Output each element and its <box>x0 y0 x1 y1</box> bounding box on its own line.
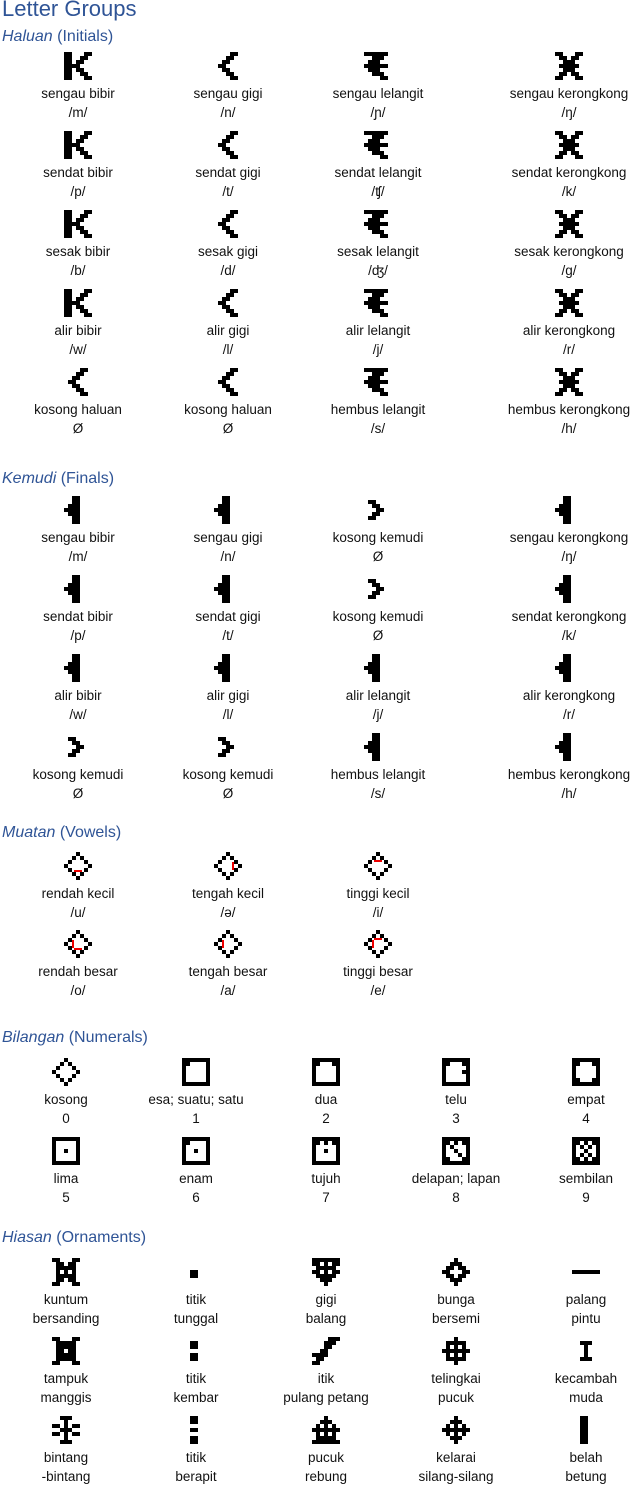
glyph-name: esa; suatu; satu <box>148 1092 244 1107</box>
glyph-value: /u/ <box>70 905 86 920</box>
glyph-value: /e/ <box>370 983 386 998</box>
pixel-glyph-icon <box>64 210 92 238</box>
pixel-glyph-icon <box>214 289 242 317</box>
glyph-value: /l/ <box>222 342 234 357</box>
glyph-cell-hiasan <box>393 1416 519 1486</box>
glyph-name: hembus kerongkong <box>507 402 631 417</box>
glyph-cell-kemudi <box>15 733 141 803</box>
glyph-cell-hiasan <box>523 1258 634 1328</box>
pixel-glyph-icon <box>442 1258 470 1286</box>
glyph-value: /b/ <box>70 263 86 278</box>
glyph-value: /ŋ/ <box>561 549 577 564</box>
glyph-cell-hiasan <box>3 1337 129 1407</box>
glyph-value: /ʧ/ <box>371 184 385 199</box>
glyph-name: kosong kemudi <box>32 767 124 782</box>
section-heading-hiasan <box>2 1229 146 1247</box>
section-title-italic: Muatan <box>2 824 56 841</box>
pixel-glyph-icon <box>364 852 392 880</box>
pixel-glyph-icon <box>572 1416 600 1444</box>
glyph-cell-hiasan <box>133 1258 259 1328</box>
pixel-glyph-icon <box>364 52 392 80</box>
glyph-value: Ø <box>372 628 384 643</box>
glyph-name: kecambah <box>554 1371 618 1386</box>
glyph-value: /o/ <box>70 983 86 998</box>
glyph-value: berapit <box>175 1469 217 1484</box>
glyph-value: 6 <box>192 1190 200 1205</box>
glyph-cell-haluan <box>15 52 141 122</box>
pixel-glyph-icon <box>442 1416 470 1444</box>
section-title-italic: Hiasan <box>2 1229 52 1246</box>
glyph-cell-kemudi <box>315 575 441 645</box>
glyph-name: sendat kerongkong <box>511 165 627 180</box>
pixel-glyph-icon <box>572 1258 600 1286</box>
glyph-cell-kemudi <box>506 733 632 803</box>
pixel-glyph-icon <box>312 1416 340 1444</box>
pixel-glyph-icon <box>214 52 242 80</box>
glyph-name: tinggi kecil <box>346 886 410 901</box>
glyph-value: /n/ <box>220 549 236 564</box>
glyph-name: alir kerongkong <box>522 323 616 338</box>
glyph-cell-hiasan <box>263 1258 389 1328</box>
glyph-value: /s/ <box>370 421 386 436</box>
glyph-value: rebung <box>304 1469 348 1484</box>
pixel-glyph-icon <box>555 131 583 159</box>
pixel-glyph-icon <box>312 1137 340 1165</box>
glyph-cell-bilangan <box>3 1058 129 1128</box>
glyph-cell-haluan <box>165 210 291 280</box>
glyph-name: tengah besar <box>188 964 268 979</box>
pixel-glyph-icon <box>64 368 92 396</box>
glyph-name: tampuk <box>43 1371 89 1386</box>
glyph-cell-haluan <box>315 289 441 359</box>
pixel-glyph-icon <box>214 210 242 238</box>
glyph-value: 3 <box>452 1111 460 1126</box>
pixel-glyph-icon <box>364 930 392 958</box>
glyph-cell-haluan <box>315 52 441 122</box>
glyph-value: /i/ <box>372 905 384 920</box>
glyph-cell-kemudi <box>315 496 441 566</box>
glyph-value: /t/ <box>222 184 234 199</box>
glyph-cell-bilangan <box>3 1137 129 1207</box>
glyph-value: /t/ <box>222 628 234 643</box>
glyph-cell-haluan <box>15 368 141 438</box>
glyph-cell-bilangan <box>393 1058 519 1128</box>
pixel-glyph-icon <box>364 575 392 603</box>
glyph-value: 2 <box>322 1111 330 1126</box>
glyph-cell-haluan <box>165 368 291 438</box>
glyph-name: sendat bibir <box>43 609 113 624</box>
glyph-name: sengau gigi <box>193 86 263 101</box>
glyph-name: sesak bibir <box>45 244 111 259</box>
glyph-value: /p/ <box>70 628 86 643</box>
glyph-value: 7 <box>322 1190 330 1205</box>
glyph-value: /p/ <box>70 184 86 199</box>
pixel-glyph-icon <box>52 1058 80 1086</box>
pixel-glyph-icon <box>364 496 392 524</box>
pixel-glyph-icon <box>64 131 92 159</box>
glyph-name: kosong kemudi <box>332 609 424 624</box>
glyph-name: alir lelangit <box>345 688 411 703</box>
glyph-value: /r/ <box>563 342 575 357</box>
glyph-cell-hiasan <box>393 1337 519 1407</box>
glyph-name: sendat gigi <box>195 165 261 180</box>
glyph-name: sengau gigi <box>193 530 263 545</box>
pixel-glyph-icon <box>64 575 92 603</box>
glyph-name: sengau bibir <box>41 530 115 545</box>
section-heading-kemudi <box>2 470 114 488</box>
glyph-name: hembus lelangit <box>330 767 426 782</box>
glyph-name: kosong <box>44 1092 88 1107</box>
glyph-cell-haluan <box>506 52 632 122</box>
glyph-cell-haluan <box>315 368 441 438</box>
pixel-glyph-icon <box>312 1258 340 1286</box>
pixel-glyph-icon <box>572 1058 600 1086</box>
glyph-name: alir gigi <box>206 688 250 703</box>
glyph-value: /l/ <box>222 707 234 722</box>
pixel-glyph-icon <box>364 210 392 238</box>
section-heading-haluan <box>2 28 113 46</box>
pixel-glyph-icon <box>64 852 92 880</box>
pixel-glyph-icon <box>52 1258 80 1286</box>
glyph-cell-muatan <box>315 852 441 922</box>
pixel-glyph-icon <box>214 131 242 159</box>
section-heading-muatan <box>2 824 121 842</box>
glyph-value: /h/ <box>561 421 577 436</box>
glyph-cell-muatan <box>15 852 141 922</box>
glyph-cell-haluan <box>506 289 632 359</box>
pixel-glyph-icon <box>64 52 92 80</box>
glyph-cell-haluan <box>15 131 141 201</box>
pixel-glyph-icon <box>364 654 392 682</box>
glyph-name: itik <box>317 1371 335 1386</box>
glyph-cell-hiasan <box>523 1416 634 1486</box>
glyph-cell-haluan <box>315 131 441 201</box>
pixel-glyph-icon <box>52 1416 80 1444</box>
glyph-cell-hiasan <box>3 1258 129 1328</box>
glyph-value: 5 <box>62 1190 70 1205</box>
section-title-paren: (Vowels) <box>55 824 122 841</box>
glyph-value: silang-silang <box>418 1469 494 1484</box>
glyph-cell-kemudi <box>15 654 141 724</box>
glyph-cell-hiasan <box>3 1416 129 1486</box>
glyph-value: manggis <box>40 1390 92 1405</box>
pixel-glyph-icon <box>572 1337 600 1365</box>
glyph-cell-muatan <box>315 930 441 1000</box>
glyph-name: sesak kerongkong <box>514 244 624 259</box>
glyph-name: sendat bibir <box>43 165 113 180</box>
glyph-value: bersemi <box>431 1311 480 1326</box>
glyph-cell-muatan <box>165 930 291 1000</box>
glyph-value: kembar <box>173 1390 219 1405</box>
glyph-name: empat <box>567 1092 605 1107</box>
glyph-name: telingkai <box>431 1371 481 1386</box>
pixel-glyph-icon <box>555 52 583 80</box>
glyph-name: alir lelangit <box>345 323 411 338</box>
pixel-glyph-icon <box>64 496 92 524</box>
pixel-glyph-icon <box>52 1137 80 1165</box>
glyph-name: gigi <box>315 1292 337 1307</box>
glyph-name: belah <box>569 1450 603 1465</box>
glyph-cell-kemudi <box>165 733 291 803</box>
pixel-glyph-icon <box>182 1258 210 1286</box>
glyph-value: /ŋ/ <box>561 105 577 120</box>
glyph-value: /m/ <box>68 105 88 120</box>
glyph-name: sengau lelangit <box>332 86 424 101</box>
glyph-cell-hiasan <box>393 1258 519 1328</box>
pixel-glyph-icon <box>364 368 392 396</box>
glyph-cell-kemudi <box>165 654 291 724</box>
glyph-cell-bilangan <box>133 1137 259 1207</box>
pixel-glyph-icon <box>182 1416 210 1444</box>
glyph-cell-hiasan <box>523 1337 634 1407</box>
pixel-glyph-icon <box>214 654 242 682</box>
glyph-value: /h/ <box>561 786 577 801</box>
glyph-name: rendah kecil <box>41 886 115 901</box>
glyph-value: /j/ <box>372 342 384 357</box>
pixel-glyph-icon <box>52 1337 80 1365</box>
pixel-glyph-icon <box>555 368 583 396</box>
glyph-name: sesak gigi <box>197 244 259 259</box>
glyph-name: titik <box>185 1371 207 1386</box>
glyph-name: pucuk <box>307 1450 345 1465</box>
glyph-name: sembilan <box>558 1171 614 1186</box>
glyph-value: /r/ <box>563 707 575 722</box>
glyph-name: kosong kemudi <box>332 530 424 545</box>
pixel-glyph-icon <box>64 733 92 761</box>
glyph-cell-kemudi <box>15 575 141 645</box>
glyph-cell-haluan <box>506 210 632 280</box>
glyph-cell-haluan <box>165 131 291 201</box>
glyph-value: /m/ <box>68 549 88 564</box>
glyph-value: Ø <box>72 786 84 801</box>
pixel-glyph-icon <box>64 654 92 682</box>
glyph-name: tengah kecil <box>191 886 265 901</box>
glyph-cell-haluan <box>165 289 291 359</box>
glyph-cell-bilangan <box>523 1137 634 1207</box>
pixel-glyph-icon <box>214 368 242 396</box>
glyph-cell-bilangan <box>393 1137 519 1207</box>
glyph-value: /ə/ <box>220 905 236 920</box>
glyph-name: alir bibir <box>54 688 102 703</box>
page-title: Letter Groups <box>2 0 137 21</box>
glyph-cell-kemudi <box>315 733 441 803</box>
pixel-glyph-icon <box>364 289 392 317</box>
pixel-glyph-icon <box>442 1337 470 1365</box>
glyph-name: kosong haluan <box>34 402 122 417</box>
glyph-name: lima <box>53 1171 79 1186</box>
glyph-cell-muatan <box>15 930 141 1000</box>
glyph-value: /w/ <box>69 342 87 357</box>
glyph-value: bersanding <box>32 1311 100 1326</box>
glyph-name: kosong kemudi <box>182 767 274 782</box>
pixel-glyph-icon <box>64 930 92 958</box>
pixel-glyph-icon <box>214 575 242 603</box>
section-title-paren: (Numerals) <box>64 1029 148 1046</box>
glyph-cell-hiasan <box>263 1337 389 1407</box>
glyph-cell-kemudi <box>506 575 632 645</box>
glyph-cell-bilangan <box>263 1058 389 1128</box>
pixel-glyph-icon <box>214 930 242 958</box>
glyph-value: Ø <box>372 549 384 564</box>
glyph-cell-kemudi <box>506 654 632 724</box>
pixel-glyph-icon <box>555 733 583 761</box>
glyph-name: sengau bibir <box>41 86 115 101</box>
pixel-glyph-icon <box>214 852 242 880</box>
glyph-name: sengau kerongkong <box>509 530 629 545</box>
glyph-value: Ø <box>222 421 234 436</box>
glyph-name: sendat kerongkong <box>511 609 627 624</box>
glyph-name: sengau kerongkong <box>509 86 629 101</box>
glyph-value: pulang petang <box>283 1390 369 1405</box>
glyph-value: /k/ <box>561 184 577 199</box>
pixel-glyph-icon <box>555 575 583 603</box>
glyph-cell-kemudi <box>165 575 291 645</box>
glyph-name: kosong haluan <box>184 402 272 417</box>
glyph-cell-bilangan <box>263 1137 389 1207</box>
pixel-glyph-icon <box>312 1337 340 1365</box>
glyph-value: /w/ <box>69 707 87 722</box>
section-title-paren: (Finals) <box>56 470 115 487</box>
glyph-value: pucuk <box>437 1390 475 1405</box>
glyph-name: alir bibir <box>54 323 102 338</box>
glyph-cell-kemudi <box>506 496 632 566</box>
glyph-name: titik <box>185 1450 207 1465</box>
pixel-glyph-icon <box>555 654 583 682</box>
glyph-cell-hiasan <box>133 1337 259 1407</box>
glyph-cell-kemudi <box>15 496 141 566</box>
glyph-name: sendat gigi <box>195 609 261 624</box>
glyph-value: /g/ <box>561 263 577 278</box>
section-title-italic: Bilangan <box>2 1029 65 1046</box>
glyph-cell-haluan <box>315 210 441 280</box>
glyph-value: /ɲ/ <box>370 105 386 120</box>
pixel-glyph-icon <box>555 289 583 317</box>
glyph-value: pintu <box>571 1311 601 1326</box>
glyph-cell-haluan <box>15 289 141 359</box>
pixel-glyph-icon <box>364 733 392 761</box>
section-title-paren: (Ornaments) <box>51 1229 147 1246</box>
glyph-name: kuntum <box>43 1292 89 1307</box>
pixel-glyph-icon <box>572 1137 600 1165</box>
glyph-name: tujuh <box>311 1171 341 1186</box>
glyph-cell-haluan <box>506 368 632 438</box>
glyph-value: 9 <box>582 1190 590 1205</box>
glyph-name: rendah besar <box>38 964 118 979</box>
glyph-value: /n/ <box>220 105 236 120</box>
section-heading-bilangan <box>2 1029 148 1047</box>
glyph-value: /s/ <box>370 786 386 801</box>
glyph-name: titik <box>185 1292 207 1307</box>
glyph-value: 0 <box>62 1111 70 1126</box>
section-title-paren: (Initials) <box>52 28 114 45</box>
glyph-value: Ø <box>72 421 84 436</box>
glyph-cell-haluan <box>506 131 632 201</box>
glyph-name: alir kerongkong <box>522 688 616 703</box>
glyph-value: tunggal <box>173 1311 219 1326</box>
glyph-value: 8 <box>452 1190 460 1205</box>
glyph-name: sesak lelangit <box>337 244 419 259</box>
glyph-cell-hiasan <box>133 1416 259 1486</box>
section-title-italic: Haluan <box>2 28 53 45</box>
glyph-name: dua <box>314 1092 338 1107</box>
glyph-cell-haluan <box>165 52 291 122</box>
glyph-name: bunga <box>437 1292 475 1307</box>
glyph-value: betung <box>565 1469 607 1484</box>
pixel-glyph-icon <box>555 496 583 524</box>
glyph-name: hembus lelangit <box>330 402 426 417</box>
pixel-glyph-icon <box>555 210 583 238</box>
pixel-glyph-icon <box>442 1137 470 1165</box>
glyph-value: /d/ <box>220 263 236 278</box>
glyph-value: /k/ <box>561 628 577 643</box>
glyph-value: /a/ <box>220 983 236 998</box>
pixel-glyph-icon <box>442 1058 470 1086</box>
pixel-glyph-icon <box>364 131 392 159</box>
glyph-value: /j/ <box>372 707 384 722</box>
glyph-value: Ø <box>222 786 234 801</box>
glyph-value: -bintang <box>41 1469 91 1484</box>
glyph-value: 4 <box>582 1111 590 1126</box>
glyph-name: enam <box>179 1171 213 1186</box>
glyph-name: alir gigi <box>206 323 250 338</box>
glyph-name: tinggi besar <box>343 964 413 979</box>
glyph-name: sendat lelangit <box>334 165 422 180</box>
glyph-cell-kemudi <box>165 496 291 566</box>
glyph-cell-hiasan <box>263 1416 389 1486</box>
pixel-glyph-icon <box>312 1058 340 1086</box>
pixel-glyph-icon <box>214 733 242 761</box>
glyph-name: palang <box>565 1292 607 1307</box>
glyph-value: balang <box>305 1311 347 1326</box>
glyph-cell-muatan <box>165 852 291 922</box>
pixel-glyph-icon <box>182 1137 210 1165</box>
glyph-value: /ʤ/ <box>368 263 388 278</box>
pixel-glyph-icon <box>214 496 242 524</box>
glyph-name: bintang <box>43 1450 89 1465</box>
pixel-glyph-icon <box>182 1058 210 1086</box>
glyph-cell-bilangan <box>133 1058 259 1128</box>
pixel-glyph-icon <box>182 1337 210 1365</box>
glyph-value: muda <box>569 1390 603 1405</box>
pixel-glyph-icon <box>64 289 92 317</box>
glyph-cell-haluan <box>15 210 141 280</box>
glyph-cell-bilangan <box>523 1058 634 1128</box>
glyph-name: telu <box>445 1092 467 1107</box>
glyph-name: hembus kerongkong <box>507 767 631 782</box>
section-title-italic: Kemudi <box>2 470 57 487</box>
glyph-name: delapan; lapan <box>411 1171 501 1186</box>
glyph-value: 1 <box>192 1111 200 1126</box>
glyph-cell-kemudi <box>315 654 441 724</box>
glyph-name: kelarai <box>436 1450 476 1465</box>
